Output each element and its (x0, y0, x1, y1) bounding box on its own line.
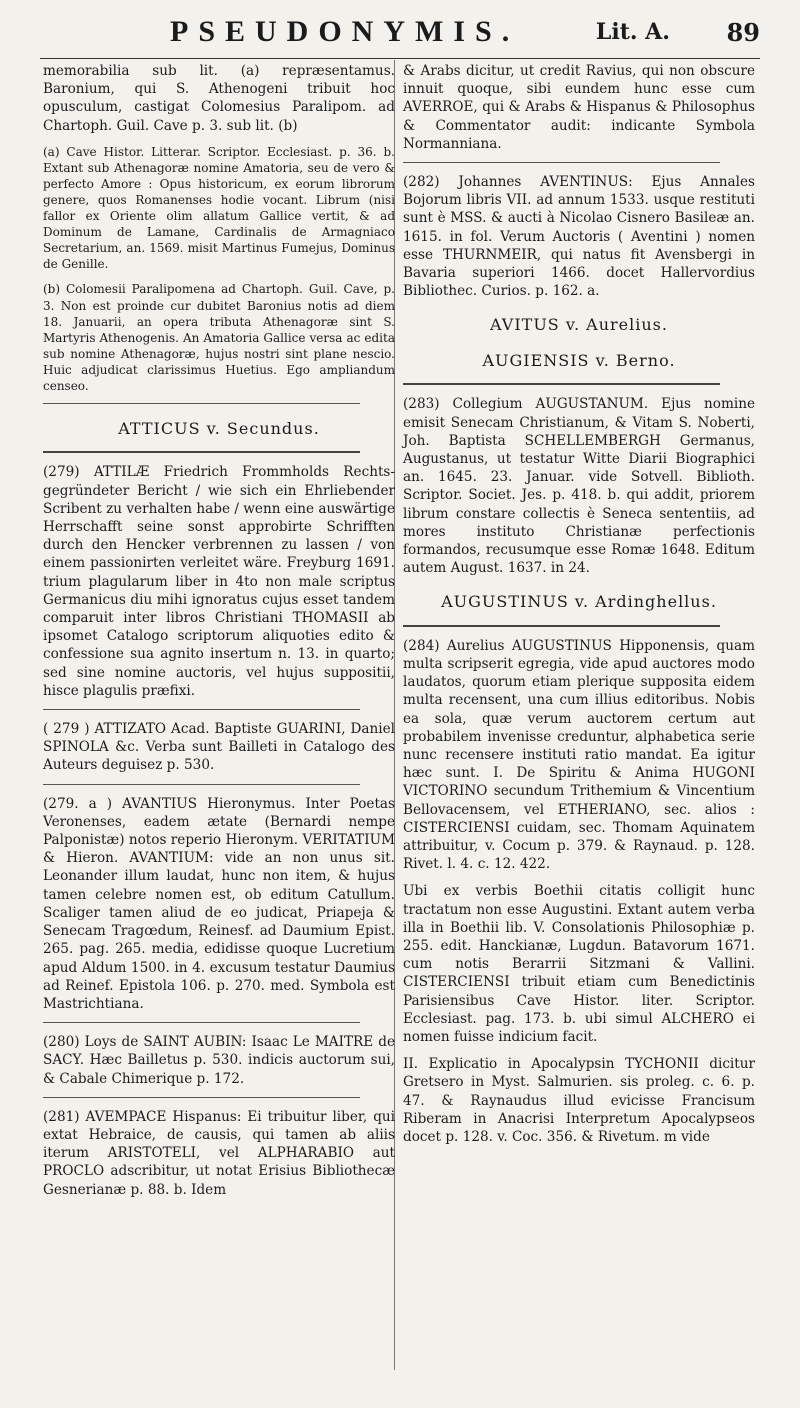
rule (43, 709, 360, 710)
rule (403, 625, 720, 627)
footnote: (a) Cave Histor. Litterar. Scriptor. Ecclesiast. p. 36. b. Extant sub Athenagoræ nomine Amatoria, seu de vero & perfecto Amore : Opus historicum, ex eorum librorum genere, quos Romanenses hodie vocant. Librum (nisi fallor ex Oriente olim allatum Gallice vertit, & ad Dominum de Lamane, Cardinalis de Armagniaco Secretarium, an. 1569. misit Martinus Fumejus, Dominus de Genille. (43, 144, 395, 272)
rule (43, 1022, 360, 1023)
entry: (279) ATTILÆ Friedrich Frommholds Rechts-gegründeter Bericht / wie sich ein Ehrliebender Scribent zu verhalten habe / wenn eine auswärtige Herrschafft seine sonst approbirte Schrifften durch den Hencker verbrennen zu lassen / von einem passionirten verleitet wäre. Freyburg 1691. trium plagularum liber in 4to non male scriptus Germanicus diu mihi ignoratus cujus esset tandem comparuit inter libros Christiani THOMASII ab ipsomet Catalogo scriptorum aliquoties edito & confessione sua agnito insertum n. 13. in quarto; sed sine nomine auctoris, vel hujus suppositii, hisce plagulis præfixi. (43, 464, 395, 699)
entry-heading: AUGUSTINUS v. Ardinghellus. (441, 592, 717, 612)
right-column (403, 62, 755, 1155)
page-number: 89 (726, 17, 760, 47)
rule (43, 451, 360, 453)
entry-heading: AUGIENSIS v. Berno. (482, 350, 676, 370)
section-label: Lit. A. (595, 19, 670, 45)
entry: ( 279 ) ATTIZATO Acad. Baptiste GUARINI, Daniel SPINOLA &c. Verba sunt Bailleti in Catalogo des Auteurs deguisez p. 530. (43, 721, 395, 774)
paragraph: II. Explicatio in Apocalypsin TYCHONII dicitur Gretsero in Myst. Salmurien. sis proleg. c. 6. p. 47. & Raynaudus illud evicisse Francisum Riberam in Anacrisi Interpretum Apocalypseos docet p. 128. v. Coc. 356. & Rivetum. m vide (403, 1056, 755, 1146)
entry: (282) Johannes AVENTINUS: Ejus Annales Bojorum libris VII. ad annum 1533. usque restituti sunt è MSS. & aucti à Nicolao Cisnero Basileæ an. 1615. in fol. Verum Auctoris ( Aventini ) nomen esse THURNMEIR, qui natus fit Avensbergi in Bavaria superiori 1466. docet Hallervordius Bibliothec. Curios. p. 162. a. (403, 174, 755, 300)
running-title: PSEUDONYMIS. (170, 15, 520, 48)
entry: (281) AVEMPACE Hispanus: Ei tribuitur liber, qui extat Hebraice, de causis, qui tamen ab aliis iterum ARISTOTELI, vel ALPHARABIO aut PROCLO adscribitur, ut notat Erisius Bibliothecæ Gesnerianæ p. 88. b. Idem (43, 1108, 395, 1198)
paragraph: Ubi ex verbis Boethii citatis colligit hunc tractatum non esse Augustini. Extant autem verba illa in Boethii lib. V. Consolationis Philosophiæ p. 255. edit. Hanckianæ, Lugdun. Batavorum 1671. cum notis Berarrii Sitzmani & Vallini. CISTERCIENSI tribuit etiam cum Benedictinis Parisiensibus Cave Histor. liter. Scriptor. Ecclesiast. pag. 173. b. ubi simul ALCHERO ei nomen fuisse indicium facit. (403, 883, 755, 1046)
entry-heading: AVITUS v. Aurelius. (490, 315, 668, 335)
paragraph: & Arabs dicitur, ut credit Ravius, qui non obscure innuit quoque, sibi eundem hunc esse cum AVERROE, qui & Arabs & Hispanus & Philosophus & Commentator audit: indicante Symbola Normanniana. (403, 63, 755, 152)
rule (403, 162, 720, 163)
running-header (40, 6, 760, 59)
left-column (43, 62, 395, 1208)
entry: (279. a ) AVANTIUS Hieronymus. Inter Poetas Veronenses, eadem ætate (Bernardi nempe Palponistæ) notos reperio Hieronym. VERITATIUM & Hieron. AVANTIUM: vide an non unus sit. Leonander illum laudat, hunc non item, & hujus tamen celebre nomen est, ob editum Catullum. Scaliger tamen aliud de eo judicat, Priapeja & Senecam Tragœdum, Reinesf. ad Daumium Epist. 265. pag. 265. media, edidisse quoque Lucretium apud Aldum 1500. in 4. excusum testatur Daumius ad Reinef. Epistola 106. p. 270. med. Symbola est Mastrichtiana. (43, 795, 395, 1012)
footnote: (b) Colomesii Paralipomena ad Chartoph. Guil. Cave, p. 3. Non est proinde cur dubitet Baronius notis ad diem 18. Januarii, an opera tributa Athenagoræ sint S. Martyris Athenogenis. An Amatoria Gallice versa ac edita sub nomine Athenagoræ, hujus nostri sint plane nescio. Huic adjudicat clarissimus Huetius. Ego ampliandum censeo. (43, 282, 395, 393)
rule (403, 383, 720, 385)
rule (43, 784, 360, 785)
paragraph: memorabilia sub lit. (a) repræsentamus. Baronium, qui S. Athenogeni tribuit hoc opusculum, castigat Colomesius Paralipom. ad Chartoph. Guil. Cave p. 3. sub lit. (b) (43, 63, 395, 134)
rule (43, 403, 360, 404)
rule (43, 1097, 360, 1098)
entry: (283) Collegium AUGUSTANUM. Ejus nomine emisit Senecam Christianum, & Vitam S. Noberti, Joh. Baptista SCHELLEMBERGH Germanus, Augustanus, ut testatur Witte Diarii Biographici an. 1645. 23. Januar. vide Sotvell. Biblioth. Scriptor. Societ. Jes. p. 418. b. qui addit, priorem librum constare collectis è Seneca sententiis, ad mores instituto Christianæ perfectionis formandos, recusumque esse Romæ 1648. Editum autem August. 1637. in 24. (403, 396, 755, 577)
entry: (284) Aurelius AUGUSTINUS Hipponensis, quam multa scripserit egregia, vide apud auctores modo laudatos, quorum etiam plerique supposita eidem multa recensent, una cum illius editoribus. Nobis ea sola, quæ verum auctorem certum aut probabilem invenisse creduntur, alphabetica serie nunc recensere instituti ratio mandat. Ea igitur hæc sunt. I. De Spiritu & Anima HUGONI VICTORINO secundum Trithemium & Vincentium Bellovacensem, vel ETHERIANO, sec. alios : CISTERCIENSI cuidam, sec. Thomam Aquinatem attribuitur, v. Cocum p. 379. & Raynaud. p. 128. Rivet. l. 4. c. 12. 422. (403, 637, 755, 873)
entry: (280) Loys de SAINT AUBIN: Isaac Le MAITRE de SACY. Hæc Bailletus p. 530. indicis auctorum sui, & Cabale Chimerique p. 172. (43, 1034, 395, 1087)
entry-heading: ATTICUS v. Secundus. (118, 418, 320, 438)
